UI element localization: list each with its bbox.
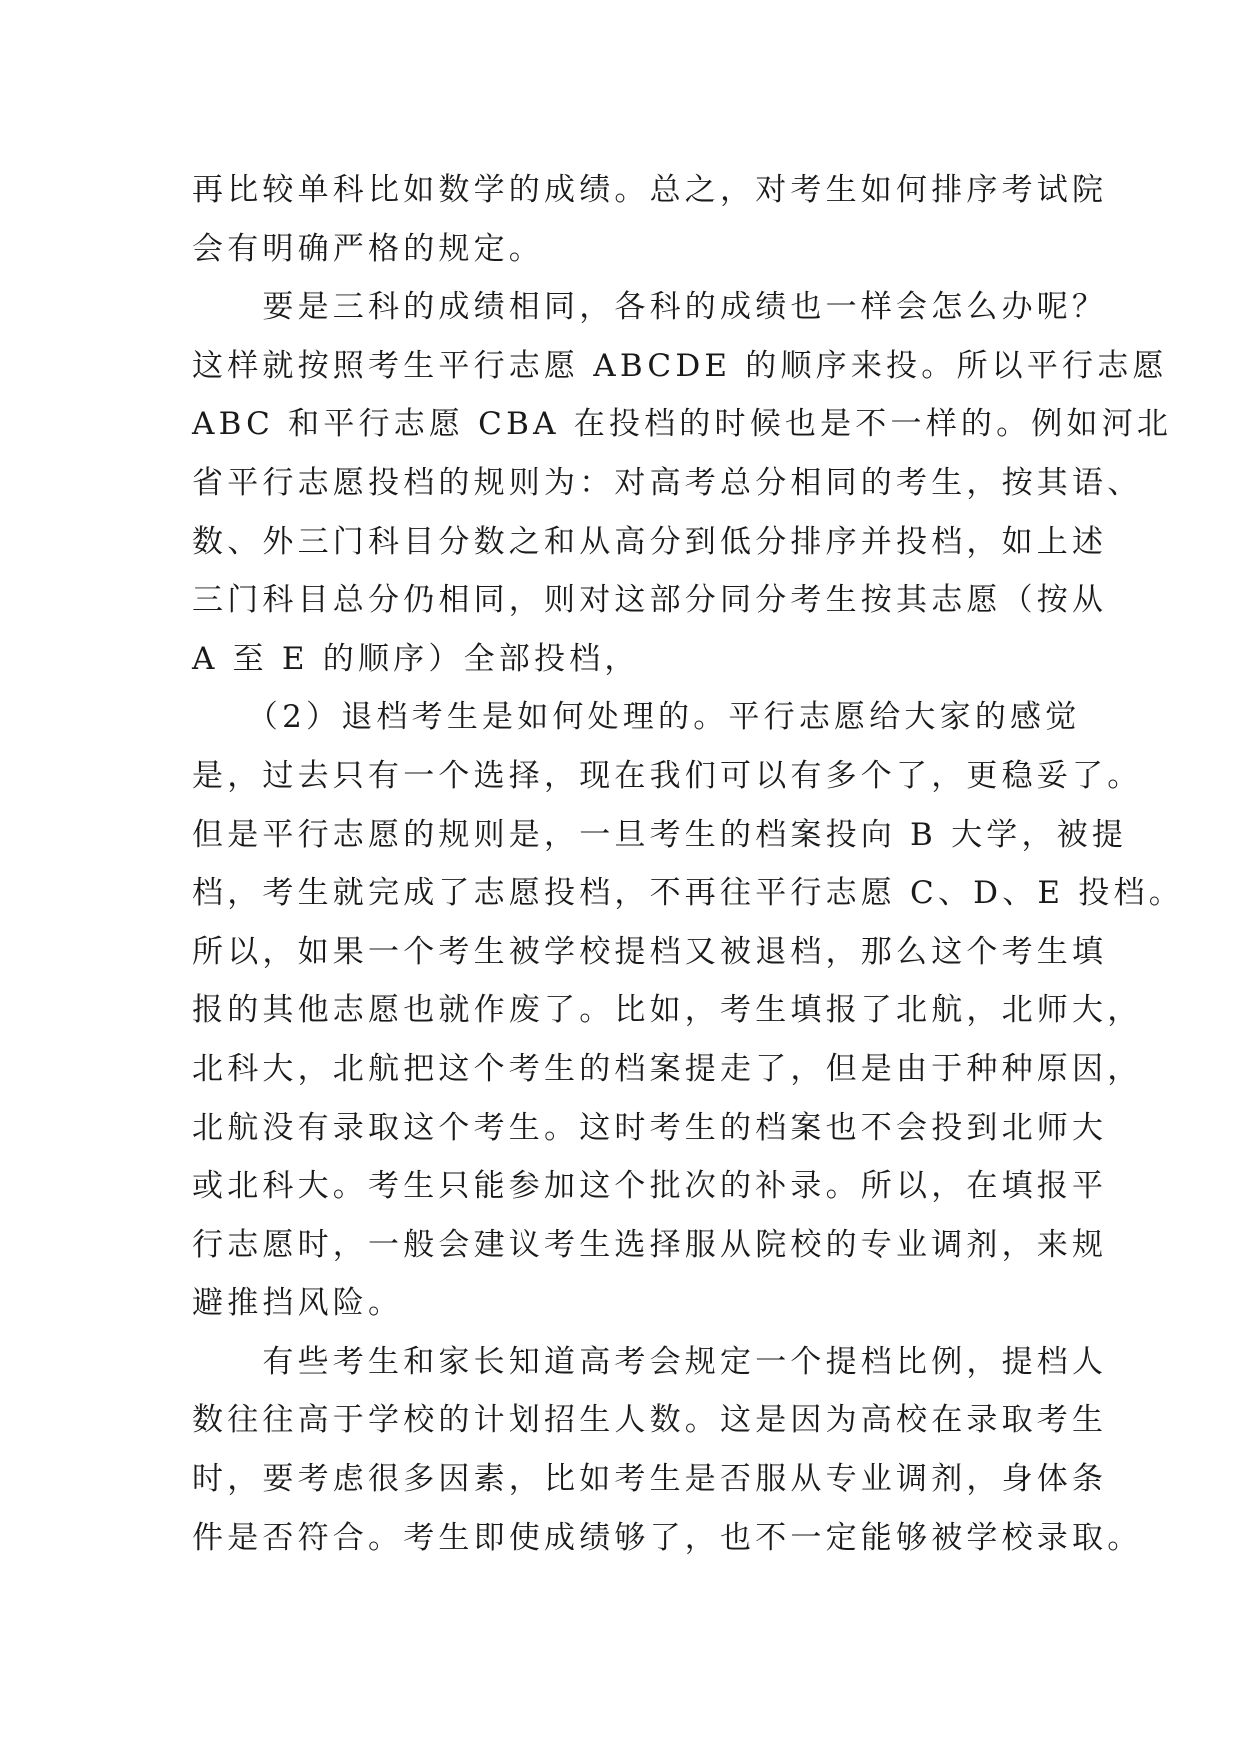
text-line: 数、外三门科目分数之和从高分到低分排序并投档，如上述 [192,523,1108,560]
text-line: 或北科大。考生只能参加这个批次的补录。所以，在填报平 [192,1168,1108,1205]
text-line: 要是三科的成绩相同，各科的成绩也一样会怎么办呢？ [192,289,1108,326]
text-line: 三门科目总分仍相同，则对这部分同分考生按其志愿（按从 [192,582,1108,619]
text-line: 行志愿时，一般会建议考生选择服从院校的专业调剂，来规 [192,1226,1108,1263]
text-line: 这样就按照考生平行志愿 ABCDE 的顺序来投。所以平行志愿 [192,347,1168,384]
text-line: 件是否符合。考生即使成绩够了，也不一定能够被学校录取。 [192,1519,1143,1556]
text-line: （2）退档考生是如何处理的。平行志愿给大家的感觉 [192,699,1081,736]
text-line: 但是平行志愿的规则是，一旦考生的档案投向 B 大学，被提 [192,816,1128,853]
text-line: ABC 和平行志愿 CBA 在投档的时候也是不一样的。例如河北 [192,406,1173,443]
text-line: 会有明确严格的规定。 [192,230,544,267]
text-line: 北航没有录取这个考生。这时考生的档案也不会投到北师大 [192,1109,1108,1146]
text-line: A 至 E 的顺序）全部投档， [192,640,640,677]
text-line: 档，考生就完成了志愿投档，不再往平行志愿 C、D、E 投档。 [192,875,1184,912]
text-line: 避推挡风险。 [192,1285,404,1322]
text-line: 所以，如果一个考生被学校提档又被退档，那么这个考生填 [192,933,1108,970]
text-line: 是，过去只有一个选择，现在我们可以有多个了，更稳妥了。 [192,757,1143,794]
text-line: 报的其他志愿也就作废了。比如，考生填报了北航，北师大， [192,992,1143,1029]
text-line: 有些考生和家长知道高考会规定一个提档比例，提档人 [192,1343,1108,1380]
text-line: 北科大，北航把这个考生的档案提走了，但是由于种种原因， [192,1050,1143,1087]
text-line: 再比较单科比如数学的成绩。总之，对考生如何排序考试院 [192,172,1108,208]
text-line: 数往往高于学校的计划招生人数。这是因为高校在录取考生 [192,1402,1108,1439]
body-text [192,161,1184,1567]
text-line: 时，要考虑很多因素，比如考生是否服从专业调剂，身体条 [192,1461,1108,1498]
text-line: 省平行志愿投档的规则为：对高考总分相同的考生，按其语、 [192,464,1143,501]
